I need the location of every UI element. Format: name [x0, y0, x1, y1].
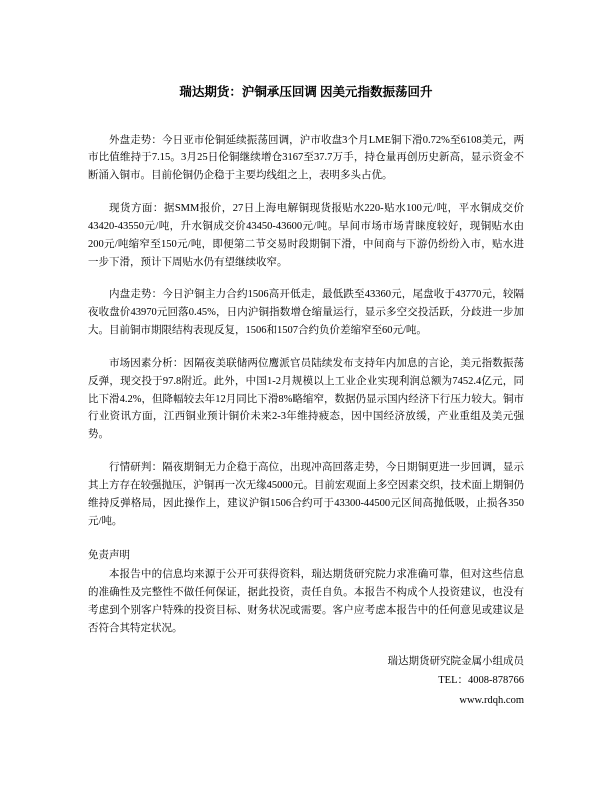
- signature-tel: TEL：4008-878766: [438, 675, 524, 687]
- signature-website: www.rdqh.com: [459, 694, 524, 706]
- signature-block: [88, 652, 524, 710]
- paragraph-market-factors: 市场因素分析：因隔夜美联储两位鹰派官员陆续发布支持年内加息的言论，美元指数振荡反弹，现交投于97.8附近。此外，中国1-2月规模以上工业企业实现利润总额为7452.4亿元，同比下滑4.2%，但降幅较去年12月同比下滑8%略缩窄，数据仍显示国内经济下行压力较大。铜市行业资讯方面，江西铜业预计铜价未来2-3年维持疲态，因中国经济放缓，产业重组及美元强势。: [88, 357, 524, 441]
- paragraph-domestic-market: 内盘走势：今日沪铜主力合约1506高开低走，最低跌至43360元，尾盘收于43770元，较隔夜收盘价43970元回落0.45%，日内沪铜指数增仓缩量运行，显示多空交投活跃，分歧进一步加大。目前铜市期限结构表现反复，1506和1507合约负价差缩窄至60元/吨。: [88, 289, 524, 337]
- disclaimer-heading: 免责声明: [88, 549, 130, 561]
- disclaimer-text: 本报告中的信息均来源于公开可获得资料，瑞达期货研究院力求准确可靠，但对这些信息的准确性及完整性不做任何保证，据此投资，责任自负。本报告不构成个人投资建议，也没有考虑到个别客户特殊的投资目标、财务状况或需要。客户应考虑本报告中的任何意见或建议是否符合其特定状况。: [88, 569, 524, 634]
- report-title: 瑞达期货：沪铜承压回调 因美元指数振荡回升: [179, 85, 433, 99]
- paragraph-outer-market: 外盘走势：今日亚市伦铜延续振荡回调，沪市收盘3个月LME铜下滑0.72%至6108美元，两市比值维持于7.15。3月25日伦铜继续增仓3167至37.7万手，持仓量再创历史新高，显示资金不断涌入铜市。目前伦铜仍企稳于主要均线组之上，表明多头占优。: [88, 134, 524, 182]
- paragraph-outlook: 行情研判：隔夜期铜无力企稳于高位，出现冲高回落走势，今日期铜更进一步回调，显示其上方存在较强抛压，沪铜再一次无缘45000元。目前宏观面上多空因素交织，技术面上期铜仍维持反弹格局，因此操作上，建议沪铜1506合约可于43300-44500元区间高抛低吸，止损各350元/吨。: [88, 462, 524, 527]
- paragraph-spot-market: 现货方面：据SMM报价，27日上海电解铜现货报贴水220-贴水100元/吨，平水铜成交价43420-43550元/吨，升水铜成交价43450-43600元/吨。早间市场市场青睐度较好，现铜贴水由200元/吨缩窄至150元/吨，即便第二节交易时段期铜下滑，中间商与下游仍纷纷入市，贴水进一步下滑，预计下周贴水仍有望继续收窄。: [88, 203, 524, 268]
- signature-team: 瑞达期货研究院金属小组成员: [387, 655, 524, 667]
